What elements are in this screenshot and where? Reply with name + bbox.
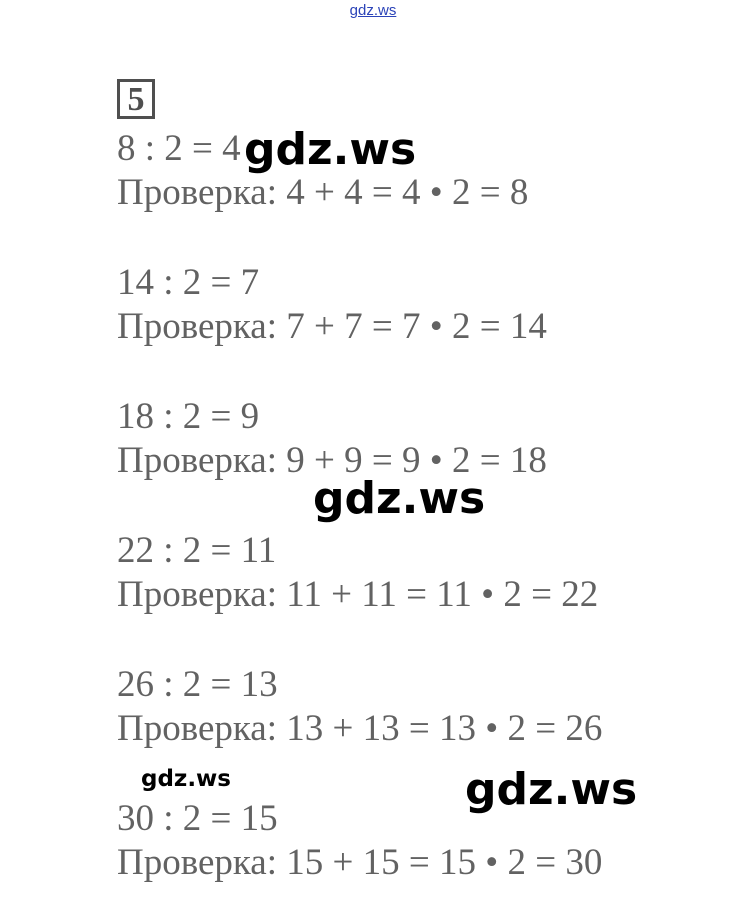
task-number-box: 5 [117, 79, 155, 119]
check-line-5: Проверка: 13 + 13 = 13 • 2 = 26 [117, 708, 603, 749]
division-line-6: 30 : 2 = 15 [117, 798, 278, 839]
header-source-link[interactable]: gdz.ws [349, 2, 397, 19]
watermark-4: gdz.ws [465, 764, 638, 815]
watermark-3: gdz.ws [141, 766, 231, 792]
check-line-3: Проверка: 9 + 9 = 9 • 2 = 18 [117, 440, 547, 481]
division-line-5: 26 : 2 = 13 [117, 664, 278, 705]
watermark-2: gdz.ws [313, 473, 486, 524]
division-line-3: 18 : 2 = 9 [117, 396, 260, 437]
check-line-2: Проверка: 7 + 7 = 7 • 2 = 14 [117, 306, 547, 347]
division-line-2: 14 : 2 = 7 [117, 262, 260, 303]
watermark-1: gdz.ws [244, 124, 417, 175]
division-line-1: 8 : 2 = 4 [117, 128, 241, 169]
check-line-1: Проверка: 4 + 4 = 4 • 2 = 8 [117, 172, 529, 213]
check-line-6: Проверка: 15 + 15 = 15 • 2 = 30 [117, 842, 603, 883]
check-line-4: Проверка: 11 + 11 = 11 • 2 = 22 [117, 574, 599, 615]
division-line-4: 22 : 2 = 11 [117, 530, 277, 571]
